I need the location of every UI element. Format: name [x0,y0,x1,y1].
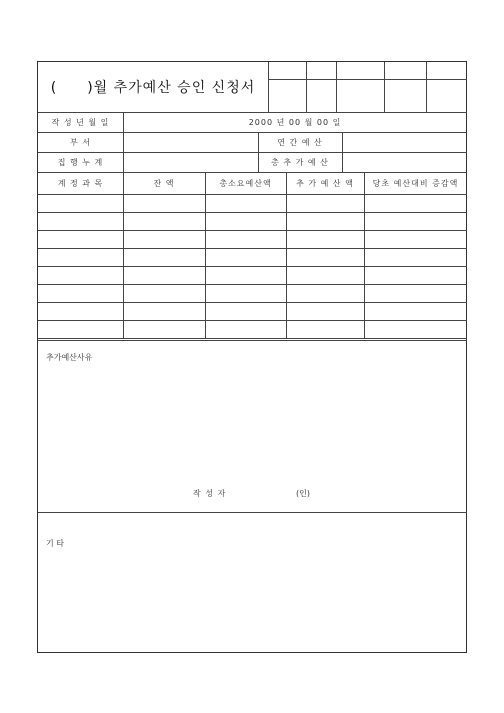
table-header-cell: 총소요예산액 [219,178,272,188]
table-cell[interactable] [205,212,286,230]
table-cell[interactable] [205,266,286,284]
table-cell[interactable] [38,230,123,248]
table-cell[interactable] [123,194,205,212]
table-cell[interactable] [205,248,286,266]
table-cell[interactable] [286,194,364,212]
writer-label: 작 성 자 [193,489,227,498]
annual-budget-label: 연 간 예 산 [277,137,323,147]
table-cell[interactable] [286,320,364,338]
table-cell[interactable] [286,266,364,284]
table-cell[interactable] [205,320,286,338]
dept-field[interactable] [123,132,258,152]
table-cell[interactable] [364,212,467,230]
table-cell[interactable] [286,230,364,248]
table-row-line [38,338,467,339]
form-title: ( )월 추가예산 승인 신청서 [50,80,256,96]
table-cell[interactable] [123,230,205,248]
table-cell[interactable] [123,284,205,302]
budget-request-form [37,61,467,653]
table-header-cell: 당초 예산대비 증감액 [372,178,459,188]
section-line [38,340,467,341]
table-cell[interactable] [123,320,205,338]
table-cell[interactable] [123,266,205,284]
table-cell[interactable] [38,320,123,338]
table-header-cell: 계 정 과 목 [57,178,104,188]
table-cell[interactable] [286,212,364,230]
table-cell[interactable] [205,284,286,302]
total-extra-budget-label: 총 추 가 예 산 [271,157,329,167]
table-cell[interactable] [38,194,123,212]
table-cell[interactable] [205,230,286,248]
exec-total-field[interactable] [123,152,258,172]
approval-line [426,62,427,112]
table-cell[interactable] [123,248,205,266]
table-header-cell: 잔 액 [153,178,175,188]
other-label: 기 타 [46,539,64,548]
reason-label: 추가예산사유 [46,353,93,362]
table-cell[interactable] [364,248,467,266]
table-cell[interactable] [286,248,364,266]
date-label: 작 성 년 월 일 [51,117,110,127]
table-cell[interactable] [286,284,364,302]
total-extra-budget-field[interactable] [342,152,467,172]
date-value[interactable]: 2000 년 00 월 00 일 [248,117,342,127]
table-cell[interactable] [123,212,205,230]
seal-label: (인) [296,489,310,498]
table-cell[interactable] [364,320,467,338]
approval-line [268,79,467,80]
section-line [38,512,467,513]
table-cell[interactable] [364,266,467,284]
table-cell[interactable] [38,302,123,320]
annual-budget-field[interactable] [342,132,467,152]
dept-label: 부 서 [70,137,91,147]
table-cell[interactable] [123,302,205,320]
approval-line [306,62,307,112]
table-cell[interactable] [38,266,123,284]
table-cell[interactable] [364,230,467,248]
table-cell[interactable] [286,302,364,320]
exec-total-label: 집 행 누 계 [57,157,104,167]
table-cell[interactable] [205,194,286,212]
other-field[interactable] [38,552,467,652]
table-header-cell: 추 가 예 산 액 [296,178,354,188]
table-cell[interactable] [364,194,467,212]
table-cell[interactable] [205,302,286,320]
table-cell[interactable] [38,248,123,266]
table-cell[interactable] [38,284,123,302]
approval-divider [268,62,269,112]
approval-line [384,62,385,112]
table-cell[interactable] [364,284,467,302]
table-cell[interactable] [38,212,123,230]
reason-field[interactable] [38,362,467,482]
table-cell[interactable] [364,302,467,320]
approval-line [336,62,337,112]
